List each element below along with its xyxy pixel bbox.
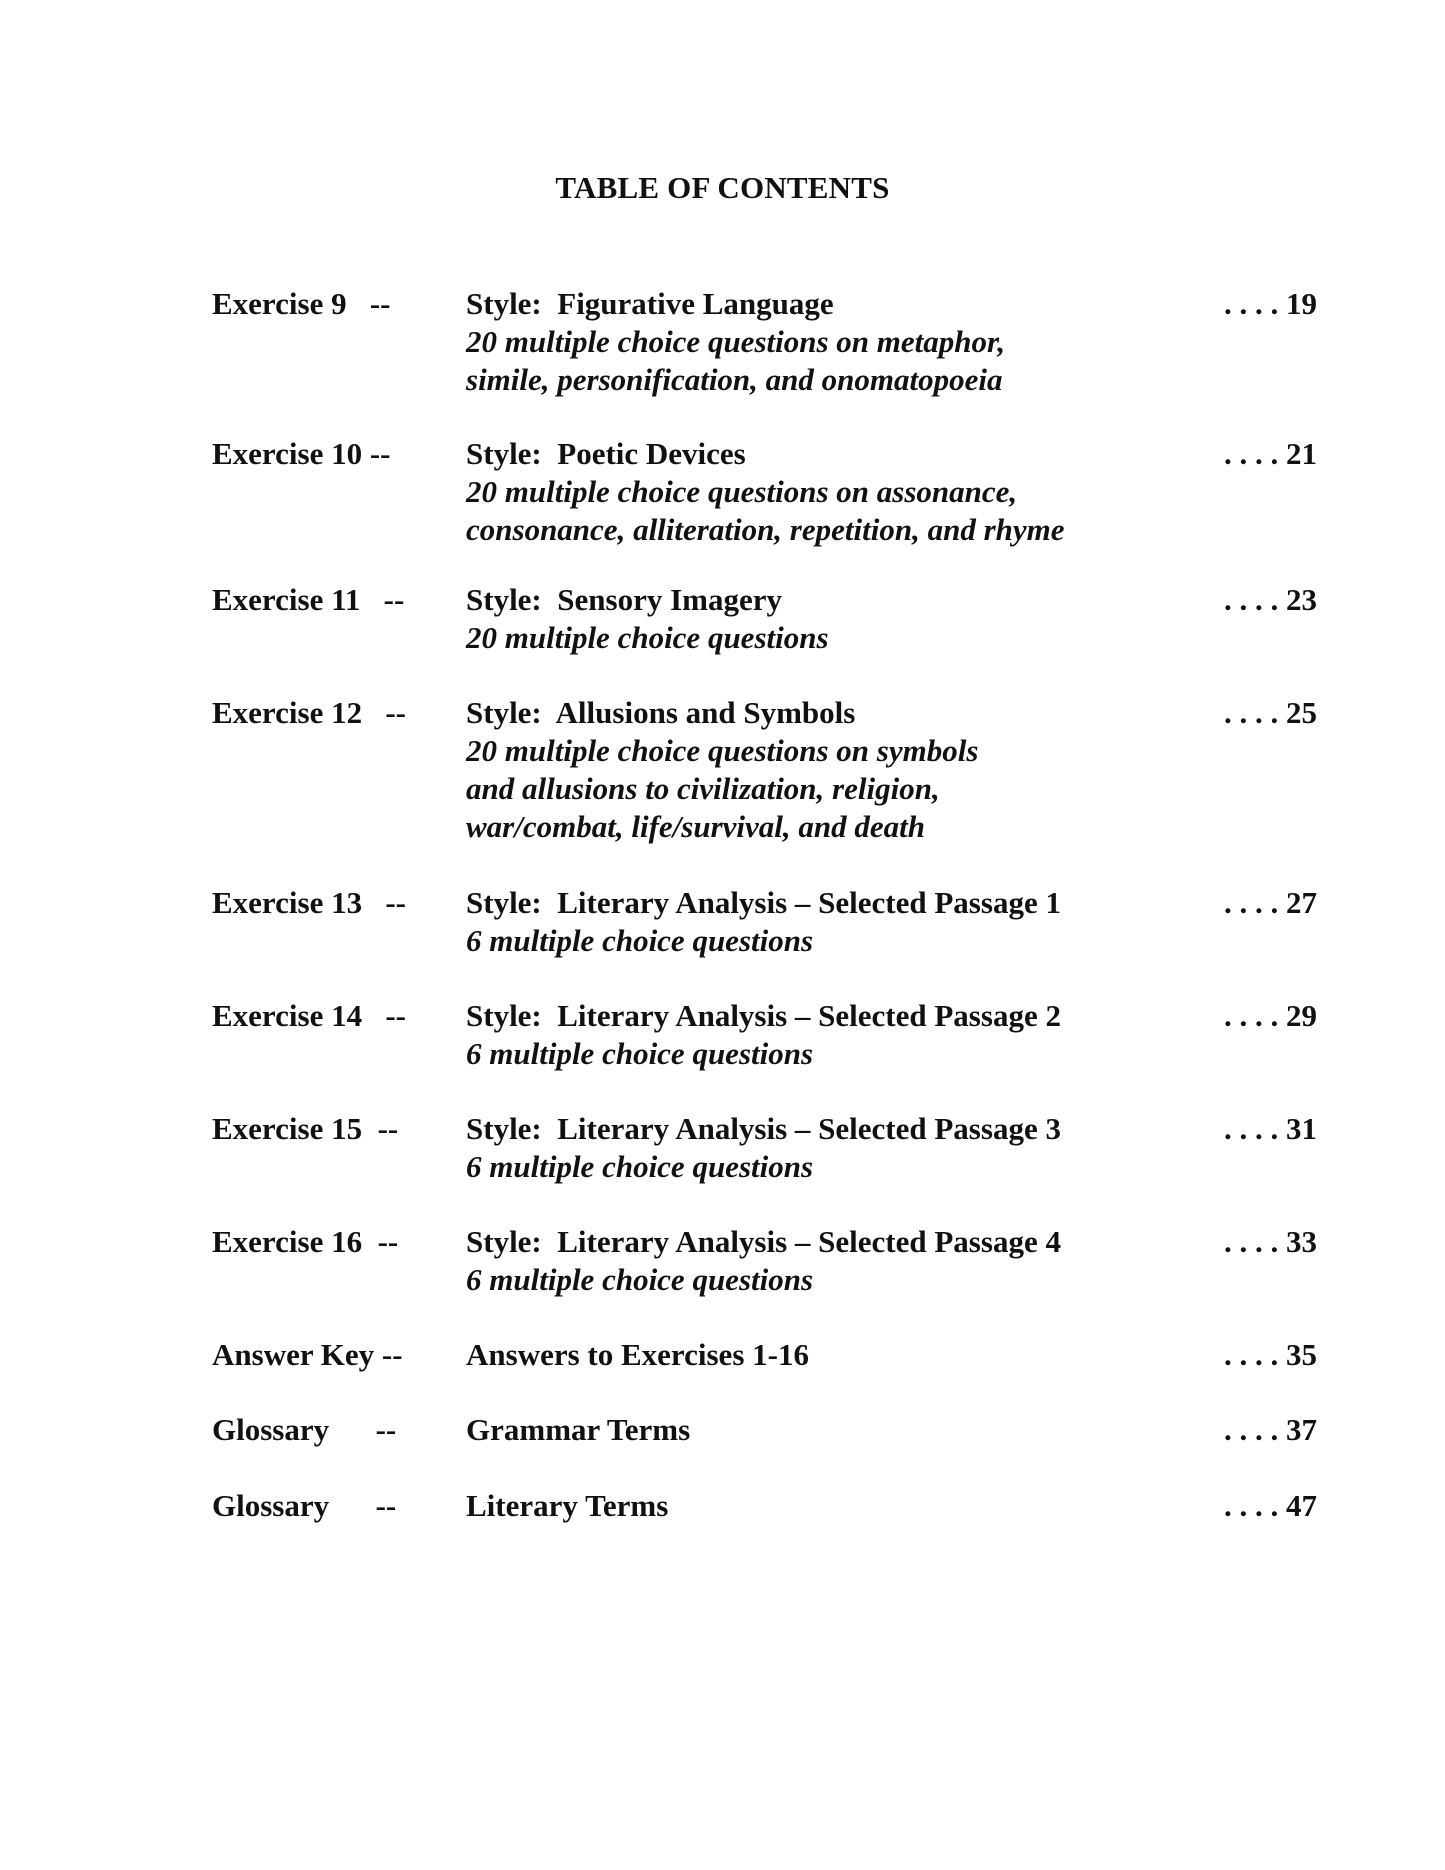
entry-heading: Literary Terms xyxy=(466,1488,669,1523)
entry-description: 6 multiple choice questions xyxy=(466,1036,814,1071)
entry-page-number: . . . . 19 xyxy=(1224,286,1317,321)
entry-description: 6 multiple choice questions xyxy=(466,1149,814,1184)
entry-heading: Answers to Exercises 1-16 xyxy=(466,1337,809,1372)
entry-label: Exercise 9 -- xyxy=(212,286,391,321)
entry-page-number: . . . . 37 xyxy=(1224,1412,1317,1447)
entry-description: 20 multiple choice questions on assonance, consonance, alliteration, repetition, and rhyme xyxy=(466,474,1065,547)
entry-label: Answer Key -- xyxy=(212,1337,403,1372)
entry-heading: Style: Figurative Language xyxy=(466,286,834,321)
entry-page-number: . . . . 47 xyxy=(1224,1488,1317,1523)
entry-label: Exercise 11 -- xyxy=(212,582,405,617)
entry-page-number: . . . . 27 xyxy=(1224,885,1317,920)
entry-page-number: . . . . 21 xyxy=(1224,436,1317,471)
entry-label: Exercise 12 -- xyxy=(212,695,406,730)
entry-heading: Style: Literary Analysis – Selected Passage 4 xyxy=(466,1224,1061,1259)
entry-heading: Style: Poetic Devices xyxy=(466,436,746,471)
entry-description: 20 multiple choice questions xyxy=(466,620,829,655)
entry-label: Exercise 15 -- xyxy=(212,1111,399,1146)
entry-label: Exercise 13 -- xyxy=(212,885,406,920)
entry-description: 20 multiple choice questions on metaphor, simile, personification, and onomatopoeia xyxy=(466,324,1006,397)
entry-heading: Grammar Terms xyxy=(466,1412,691,1447)
entry-description: 20 multiple choice questions on symbols and allusions to civilization, religion, war/combat, life/survival, and death xyxy=(466,733,979,844)
entry-description: 6 multiple choice questions xyxy=(466,1262,814,1297)
entry-page-number: . . . . 29 xyxy=(1224,998,1317,1033)
entry-description: 6 multiple choice questions xyxy=(466,923,814,958)
entry-label: Exercise 16 -- xyxy=(212,1224,399,1259)
entry-heading: Style: Sensory Imagery xyxy=(466,582,782,617)
entry-heading: Style: Literary Analysis – Selected Passage 2 xyxy=(466,998,1061,1033)
entry-heading: Style: Literary Analysis – Selected Passage 1 xyxy=(466,885,1061,920)
entry-page-number: . . . . 31 xyxy=(1224,1111,1317,1146)
entry-page-number: . . . . 23 xyxy=(1224,582,1317,617)
entry-page-number: . . . . 33 xyxy=(1224,1224,1317,1259)
entry-heading: Style: Allusions and Symbols xyxy=(466,695,856,730)
entry-label: Glossary -- xyxy=(212,1488,397,1523)
page-title: TABLE OF CONTENTS xyxy=(555,170,890,205)
entry-label: Glossary -- xyxy=(212,1412,397,1447)
entry-page-number: . . . . 35 xyxy=(1224,1337,1317,1372)
entry-heading: Style: Literary Analysis – Selected Passage 3 xyxy=(466,1111,1061,1146)
entry-page-number: . . . . 25 xyxy=(1224,695,1317,730)
entry-label: Exercise 10 -- xyxy=(212,436,391,471)
entry-label: Exercise 14 -- xyxy=(212,998,406,1033)
